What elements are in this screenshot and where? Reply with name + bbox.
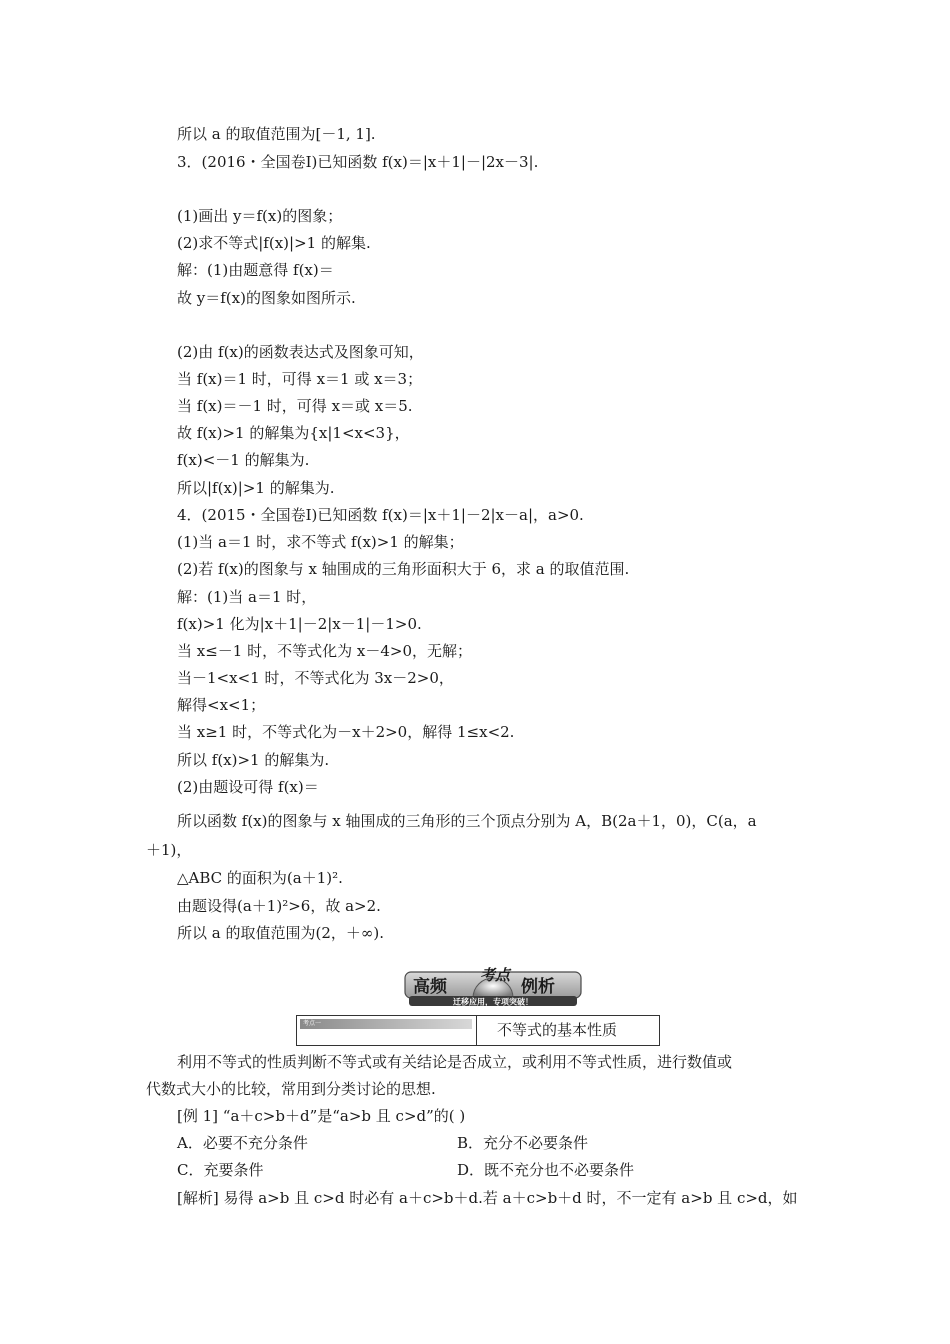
kaodian-title: 不等式的基本性质: [476, 1015, 660, 1046]
kaodian-strip: [300, 1019, 472, 1029]
text-line: (1)画出 y＝f(x)的图象；: [177, 207, 343, 225]
text-line: 所以 a 的取值范围为(2，＋∞).: [177, 924, 384, 942]
text-line: 解得<x<1；: [177, 696, 266, 714]
kaodian-header: [296, 1015, 660, 1046]
text-line: (1)当 a＝1 时，求不等式 f(x)>1 的解集；: [177, 533, 464, 551]
text-line: f(x)>1 化为|x＋1|－2|x－1|－1>0.: [177, 615, 422, 633]
text-line: 解：(1)由题意得 f(x)＝: [177, 261, 334, 279]
text-line: (2)由题设可得 f(x)＝: [177, 778, 319, 796]
text-line: 故 y＝f(x)的图象如图所示.: [177, 289, 356, 307]
text-line: f(x)<－1 的解集为.: [177, 451, 310, 469]
text-line: 当 f(x)＝1 时，可得 x＝1 或 x＝3；: [177, 370, 423, 388]
text-line: (2)求不等式|f(x)|>1 的解集.: [177, 234, 371, 252]
text-line: 当 f(x)＝－1 时，可得 x＝或 x＝5.: [177, 397, 413, 415]
text-line: (2)由 f(x)的函数表达式及图象可知，: [177, 343, 424, 361]
banner-subtitle: 迁移应用，专项突破！: [453, 997, 533, 1007]
option-a: A．必要不充分条件: [177, 1134, 308, 1152]
text-line: 解：(1)当 a＝1 时，: [177, 588, 317, 606]
text-line: 当 x≤－1 时，不等式化为 x－4>0，无解；: [177, 642, 472, 660]
banner-title-top: 考点: [480, 966, 511, 984]
kaodian-label: 考点一: [303, 1020, 322, 1027]
text-line: (2)若 f(x)的图象与 x 轴围成的三角形面积大于 6，求 a 的取值范围.: [177, 560, 630, 578]
option-d: D．既不充分也不必要条件: [457, 1161, 635, 1179]
text-line: 当 x≥1 时，不等式化为－x＋2>0，解得 1≤x<2.: [177, 723, 515, 741]
banner-title-left: 高频: [413, 977, 447, 997]
banner-title-right: 例析: [521, 977, 555, 997]
analysis-line: [解析] 易得 a>b 且 c>d 时必有 a＋c>b＋d.若 a＋c>b＋d 时，不一定有 a>b 且 c>d，如: [177, 1189, 798, 1207]
text-line: 利用不等式的性质判断不等式或有关结论是否成立，或利用不等式性质，进行数值或: [177, 1053, 733, 1071]
text-line: 所以函数 f(x)的图象与 x 轴围成的三角形的三个顶点分别为 A，B(2a＋1，0)，C(a，a: [177, 812, 757, 830]
text-line: ＋1)，: [146, 841, 192, 859]
problem-3-statement: 3．(2016・全国卷Ⅰ)已知函数 f(x)＝|x＋1|－|2x－3|.: [177, 153, 539, 171]
text-line: 当－1<x<1 时，不等式化为 3x－2>0，: [177, 669, 454, 687]
text-line: 故 f(x)>1 的解集为{x|1<x<3}，: [177, 424, 410, 442]
text-line: 所以 a 的取值范围为[－1, 1].: [177, 125, 376, 143]
text-line: 所以|f(x)|>1 的解集为.: [177, 479, 335, 497]
banner-graphic: [403, 966, 583, 1008]
text-line: 由题设得(a＋1)²>6，故 a>2.: [177, 897, 381, 915]
option-b: B．充分不必要条件: [457, 1134, 589, 1152]
text-line: 所以 f(x)>1 的解集为.: [177, 751, 330, 769]
kaodian-label-box: [296, 1015, 476, 1046]
problem-4-statement: 4．(2015・全国卷Ⅰ)已知函数 f(x)＝|x＋1|－2|x－a|，a>0.: [177, 506, 584, 524]
section-banner: [403, 966, 583, 1008]
example-1-question: [例 1] “a＋c>b＋d”是“a>b 且 c>d”的( ): [177, 1107, 466, 1125]
option-c: C．充要条件: [177, 1161, 264, 1179]
text-line: △ABC 的面积为(a＋1)².: [177, 869, 343, 887]
text-line: 代数式大小的比较，常用到分类讨论的思想.: [146, 1080, 436, 1098]
